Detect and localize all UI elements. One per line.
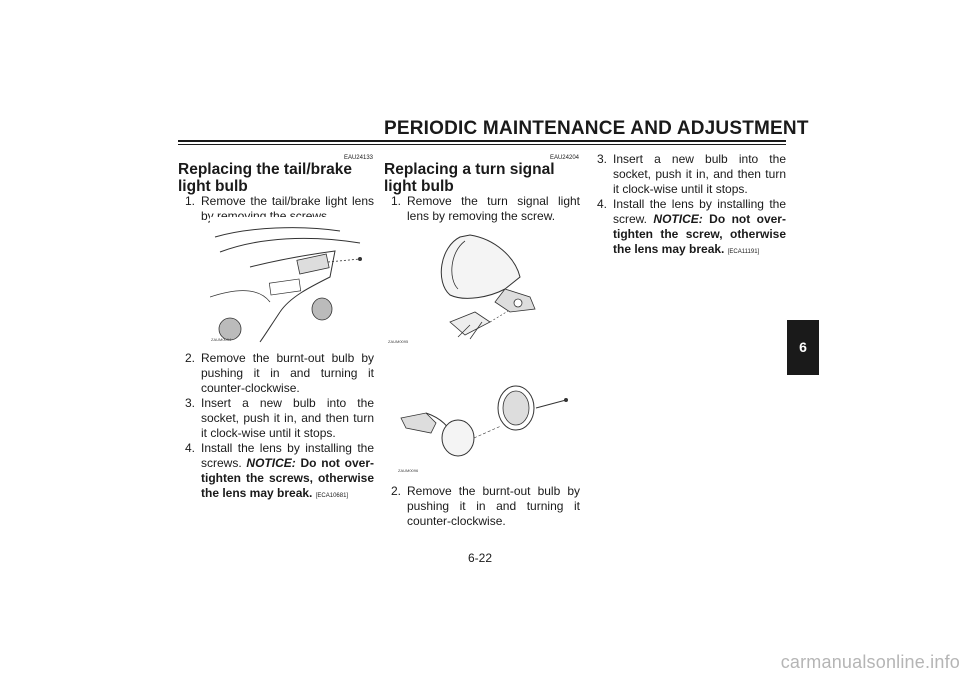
figure-code: ZAUM0094 <box>211 337 232 342</box>
step-text: Remove the tail/brake light lens by removing the screws. <box>201 194 374 223</box>
step-text: Install the lens by installing the screws. <box>201 441 374 470</box>
list-item <box>590 152 786 197</box>
header-rule <box>178 140 786 142</box>
step-text: Insert a new bulb into the socket, push it in, and then turn it clock-wise until it stops. <box>201 396 374 440</box>
section-code: EAU24204 <box>549 155 579 161</box>
figure-code: ZAUM0095 <box>388 339 409 344</box>
step-number: 3. <box>597 152 608 166</box>
notice-label: NOTICE: <box>653 212 703 226</box>
list-item <box>178 441 374 504</box>
step-number: 2. <box>185 351 196 365</box>
list-item <box>384 194 580 224</box>
page-number: 6-22 <box>467 551 493 565</box>
step-number: 4. <box>185 441 196 455</box>
notice-text: Do not over-tighten the screw, otherwise the lens may break. <box>613 212 786 256</box>
step-number: 4. <box>597 197 608 211</box>
step-list <box>384 194 580 224</box>
step-list <box>590 152 786 260</box>
step-text: Insert a new bulb into the socket, push it in, and then turn it clock-wise until it stops. <box>613 152 786 196</box>
notice-code: [ECA10681] <box>315 493 349 499</box>
step-text: Install the lens by installing the screw. <box>613 197 786 226</box>
list-item <box>384 484 580 529</box>
step-list <box>384 484 580 529</box>
step-number: 1. <box>391 194 402 208</box>
section-code: EAU24133 <box>343 155 373 161</box>
step-list <box>178 351 374 504</box>
step-number: 2. <box>391 484 402 498</box>
list-item <box>178 396 374 441</box>
list-item <box>590 197 786 260</box>
step-number: 3. <box>185 396 196 410</box>
section-heading: Replacing the tail/brake light bulb <box>178 161 352 195</box>
step-text: Remove the turn signal light lens by removing the screw. <box>407 194 580 223</box>
notice-label: NOTICE: <box>246 456 296 470</box>
bulb-socket-figure <box>396 378 576 473</box>
header-rule-thin <box>178 144 786 145</box>
section-heading: Replacing a turn signal light bulb <box>384 161 555 195</box>
figure-code: ZAUM0096 <box>398 468 419 473</box>
page-header-title: PERIODIC MAINTENANCE AND ADJUSTMENT <box>384 118 809 139</box>
notice-code: [ECA11191] <box>727 249 760 255</box>
step-text: Remove the burnt-out bulb by pushing it in and turning it counter-clockwise. <box>407 484 580 528</box>
turn-signal-figure <box>410 227 560 347</box>
notice-text: Do not over-tighten the screws, otherwise the lens may break. <box>201 456 374 500</box>
list-item <box>178 351 374 396</box>
step-number: 1. <box>185 194 196 208</box>
tail-light-figure <box>210 217 370 345</box>
watermark: carmanualsonline.info <box>780 652 960 672</box>
chapter-tab: 6 <box>787 320 819 375</box>
step-text: Remove the burnt-out bulb by pushing it in and turning it counter-clockwise. <box>201 351 374 395</box>
